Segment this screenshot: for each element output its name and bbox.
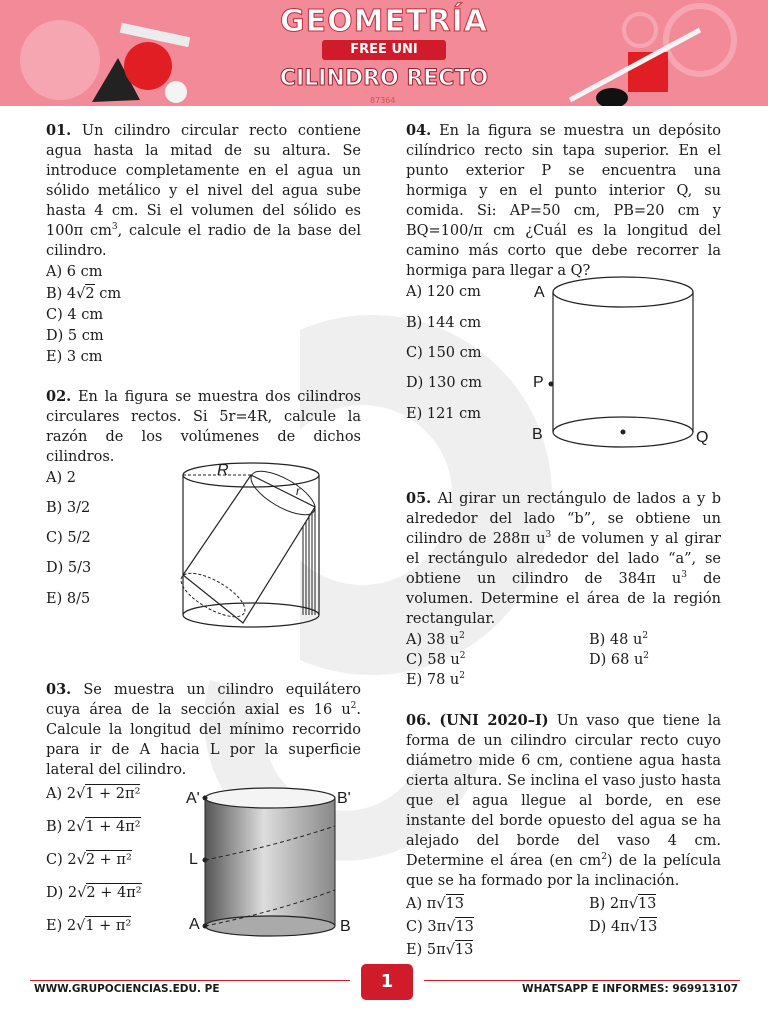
question-1 [46, 121, 361, 261]
question-6 [406, 711, 721, 891]
option-d[interactable]: D) 5/3 [46, 560, 92, 576]
question-text: de volumen. Determine el área de la región rectangular. [406, 571, 721, 627]
fig-label-A: A [534, 284, 545, 301]
question-5 [406, 489, 721, 629]
question-number: 04. [406, 122, 432, 139]
question-text: de volumen y al girar el rectángulo alrededor del lado “a”, se obtiene un cilindro de 384π u [406, 531, 721, 587]
option-e[interactable]: E) 121 cm [406, 406, 482, 422]
footer-contact: WHATSAPP E INFORMES: 969913107 [522, 983, 739, 995]
question-number: 05. [406, 490, 432, 507]
option-b[interactable]: B) 144 cm [406, 315, 482, 331]
header-title: GEOMETRÍA [280, 4, 488, 39]
banner-deco-number: 87364 [370, 96, 396, 105]
exponent: 3 [545, 530, 552, 541]
fig-label-B: B [532, 426, 543, 443]
option-a[interactable]: A) π√13 [406, 896, 464, 912]
fig-label-r: r [296, 484, 300, 498]
option-a[interactable]: A) 38 $u^2$ [406, 631, 465, 648]
option-a[interactable]: A) 2√1 + 2π² [46, 786, 141, 802]
header-subtitle: CILINDRO RECTO [279, 66, 489, 91]
option-b[interactable]: B) 48 $u^2$ [589, 631, 649, 648]
option-a[interactable]: A) 120 cm [406, 284, 481, 300]
fig-label-P: P [533, 374, 544, 391]
option-d[interactable]: D) 4π√13 [589, 919, 658, 935]
option-e[interactable]: E) 2√1 + π² [46, 918, 132, 934]
fig-label-Q: Q [696, 429, 709, 446]
fig-label-B-prime: B' [337, 790, 351, 807]
option-b[interactable]: B) 2π√13 [589, 896, 657, 912]
question-text: Un vaso que tiene la forma de un cilindro circular recto cuyo diámetro mide 6 cm, contiene agua hasta cierta altura. Se inclina el vaso justo hasta que el agua llegue al borde, en ese instante del borde opuesto del agua se ha alejado del borde del vaso 4 cm. Determine el área (en cm [406, 713, 722, 869]
option-c[interactable]: C) 4 cm [46, 307, 104, 323]
exponent: 2 [350, 701, 357, 712]
header-badge: FREE UNI [322, 40, 446, 60]
question-text: Un cilindro circular recto contiene agua hasta la mitad de su altura. Se introduce completamente en el agua un sólido metálico y el nivel del agua sube hasta 4 cm. Si el volumen del sólido es 100π cm [46, 123, 361, 239]
fig-label-A: A [189, 916, 200, 933]
option-c[interactable]: C) 150 cm [406, 345, 482, 361]
option-b[interactable]: B) 2√1 + 4π² [46, 819, 141, 835]
question-text: Se muestra un cilindro equilátero cuya área de la sección axial es 16 u [46, 682, 361, 718]
option-c[interactable]: C) 58 $u^2$ [406, 651, 466, 668]
question-number: 02. [46, 388, 72, 405]
question-text: En la figura se muestra un depósito cilíndrico recto sin tapa superior. En el punto exterior P se encuentra una hormiga y en el punto interior Q, su comida. Si: AP=50 cm, PB=20 cm y BQ=100/π cm ¿Cuál es la longitud del camino más corto que debe recorrer la hormiga para llegar a Q? [406, 123, 722, 279]
option-b[interactable]: B) 3/2 [46, 500, 91, 516]
option-c[interactable]: C) 2√2 + π² [46, 852, 132, 868]
question-3 [46, 680, 361, 780]
question-number: 06. [406, 712, 432, 729]
question-source: (UNI 2020–I) [439, 712, 549, 729]
exponent: 3 [681, 570, 687, 581]
question-number: 01. [46, 122, 72, 139]
footer-rule-left [30, 980, 350, 981]
page-number: 1 [361, 964, 413, 1000]
question-text: ) de la película que se ha formado por la inclinación. [406, 853, 721, 889]
exponent: 2 [601, 852, 607, 863]
fig-label-L: L [189, 851, 198, 868]
question-text: , calcule el radio de la base del cilindro. [46, 223, 361, 259]
footer-rule-right [424, 980, 740, 981]
question-text: En la figura se muestra dos cilindros circulares rectos. Si 5r=4R, calcule la razón de los volúmenes de dichos cilindros. [46, 389, 362, 465]
exponent: 3 [111, 222, 118, 233]
footer-website-link[interactable]: WWW.GRUPOCIENCIAS.EDU. PE [34, 983, 220, 995]
option-d[interactable]: D) 2√2 + 4π² [46, 885, 142, 901]
question-number: 03. [46, 681, 72, 698]
fig-label-R: R [217, 462, 229, 479]
equilateral-cylinder-figure [195, 780, 345, 940]
option-a[interactable]: A) 2 [46, 470, 76, 486]
question-text: . Calcule la longitud del mínimo recorrido para ir de A hacia L por la superficie lateral del cilindro. [46, 702, 361, 778]
option-d[interactable]: D) 130 cm [406, 375, 483, 391]
option-c[interactable]: C) 3π√13 [406, 919, 474, 935]
fig-label-A-prime: A' [186, 790, 200, 807]
option-d[interactable]: D) 68 $u^2$ [589, 651, 650, 668]
option-c[interactable]: C) 5/2 [46, 530, 91, 546]
option-e[interactable]: E) 78 $u^2$ [406, 671, 465, 688]
option-e[interactable]: E) 3 cm [46, 349, 103, 365]
open-cylinder-figure [545, 272, 705, 452]
option-e[interactable]: E) 8/5 [46, 591, 91, 607]
option-b[interactable]: B) 4√2 cm [46, 286, 122, 302]
option-e[interactable]: E) 5π√13 [406, 942, 474, 958]
question-text: Al girar un rectángulo de lados a y b alrededor del lado “b”, se obtiene un cilindro de 288π u [406, 491, 722, 547]
question-4 [406, 121, 721, 281]
fig-label-B: B [340, 918, 351, 935]
option-d[interactable]: D) 5 cm [46, 328, 104, 344]
option-a[interactable]: A) 6 cm [46, 264, 103, 280]
two-cylinders-figure [175, 455, 330, 635]
